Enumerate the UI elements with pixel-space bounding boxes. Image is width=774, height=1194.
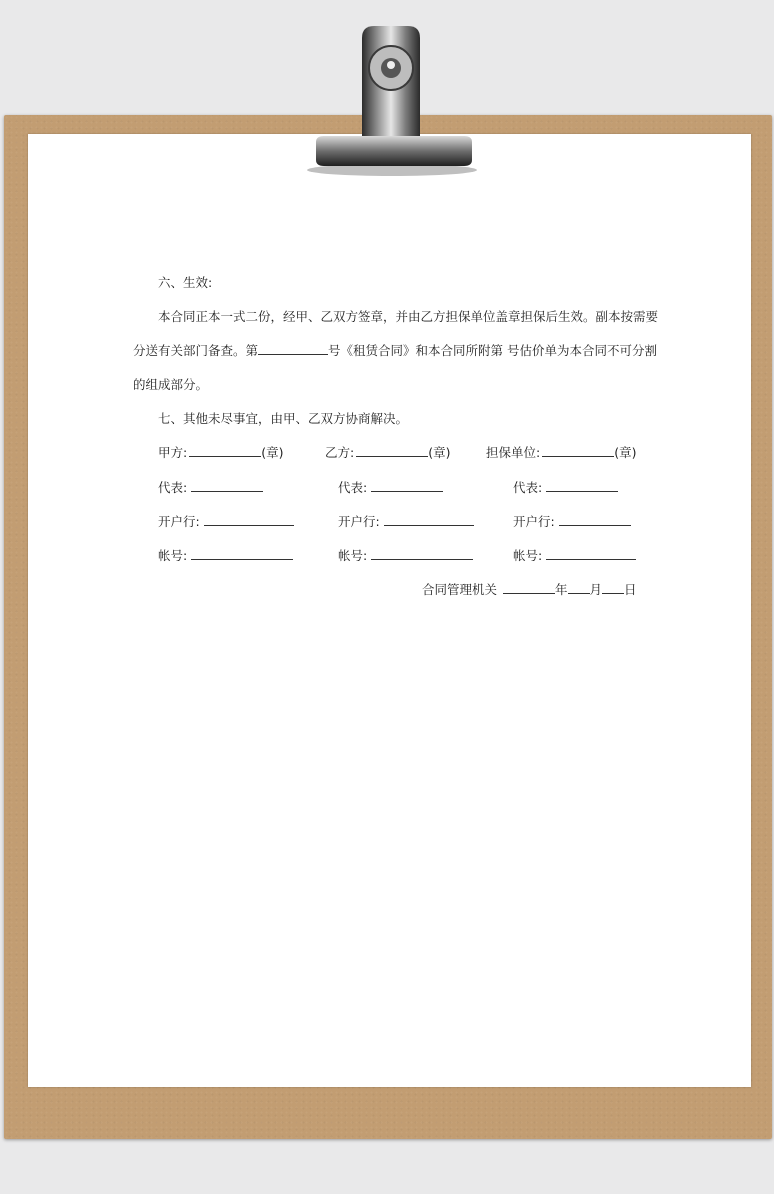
representative-label: 代表: — [158, 480, 188, 495]
guarantor-representative-blank[interactable] — [546, 479, 618, 492]
party-b-blank[interactable] — [356, 444, 428, 457]
contract-number-blank[interactable] — [258, 342, 328, 355]
section-6-title: 六、生效: — [158, 275, 213, 290]
party-b-account-field — [338, 546, 473, 564]
party-b-account-blank[interactable] — [371, 547, 473, 560]
party-b-seal-label: (章) — [428, 445, 451, 460]
authority-label: 合同管理机关 — [422, 582, 498, 597]
party-a-bank-field — [158, 512, 294, 530]
bank-label: 开户行: — [158, 514, 200, 529]
party-a-label: 甲方: — [158, 445, 188, 460]
account-label: 帐号: — [513, 548, 543, 563]
guarantor-account-blank[interactable] — [546, 547, 636, 560]
party-a-blank[interactable] — [189, 444, 261, 457]
account-label: 帐号: — [158, 548, 188, 563]
party-b-field — [325, 443, 450, 461]
paragraph-text: 号《租赁合同》和本合同所附第 号估价单为本合同不可分割 — [328, 343, 657, 358]
representative-label: 代表: — [513, 480, 543, 495]
guarantor-blank[interactable] — [542, 444, 614, 457]
authority-date-line — [422, 580, 637, 598]
party-b-label: 乙方: — [325, 445, 355, 460]
guarantor-bank-field — [513, 512, 631, 530]
bank-label: 开户行: — [513, 514, 555, 529]
day-label: 日 — [624, 582, 637, 597]
section-6-paragraph-line-2 — [133, 341, 657, 359]
party-b-representative-blank[interactable] — [371, 479, 443, 492]
guarantor-label: 担保单位: — [486, 445, 541, 460]
party-a-seal-label: (章) — [261, 445, 284, 460]
party-b-bank-field — [338, 512, 474, 530]
party-a-account-blank[interactable] — [191, 547, 293, 560]
party-b-representative-field — [338, 478, 443, 496]
guarantor-seal-label: (章) — [614, 445, 637, 460]
representative-label: 代表: — [338, 480, 368, 495]
party-a-field — [158, 443, 283, 461]
year-label: 年 — [555, 582, 568, 597]
paragraph-text: 分送有关部门备查。第 — [133, 343, 259, 358]
party-a-account-field — [158, 546, 293, 564]
guarantor-field — [486, 443, 636, 461]
month-label: 月 — [589, 582, 603, 597]
party-a-representative-blank[interactable] — [191, 479, 263, 492]
party-a-bank-blank[interactable] — [204, 513, 294, 526]
section-6-paragraph-line-1: 本合同正本一式二份，经甲、乙双方签章，并由乙方担保单位盖章担保后生效。副本按需要 — [158, 309, 659, 324]
party-b-bank-blank[interactable] — [384, 513, 474, 526]
section-6-paragraph-line-3: 的组成部分。 — [133, 377, 209, 392]
bank-label: 开户行: — [338, 514, 380, 529]
authority-blank[interactable] — [503, 581, 555, 594]
guarantor-representative-field — [513, 478, 618, 496]
guarantor-account-field — [513, 546, 636, 564]
party-a-representative-field — [158, 478, 263, 496]
account-label: 帐号: — [338, 548, 368, 563]
guarantor-bank-blank[interactable] — [559, 513, 631, 526]
month-blank[interactable] — [568, 581, 590, 594]
day-blank[interactable] — [602, 581, 624, 594]
section-7-title: 七、其他未尽事宜，由甲、乙双方协商解决。 — [158, 411, 409, 426]
